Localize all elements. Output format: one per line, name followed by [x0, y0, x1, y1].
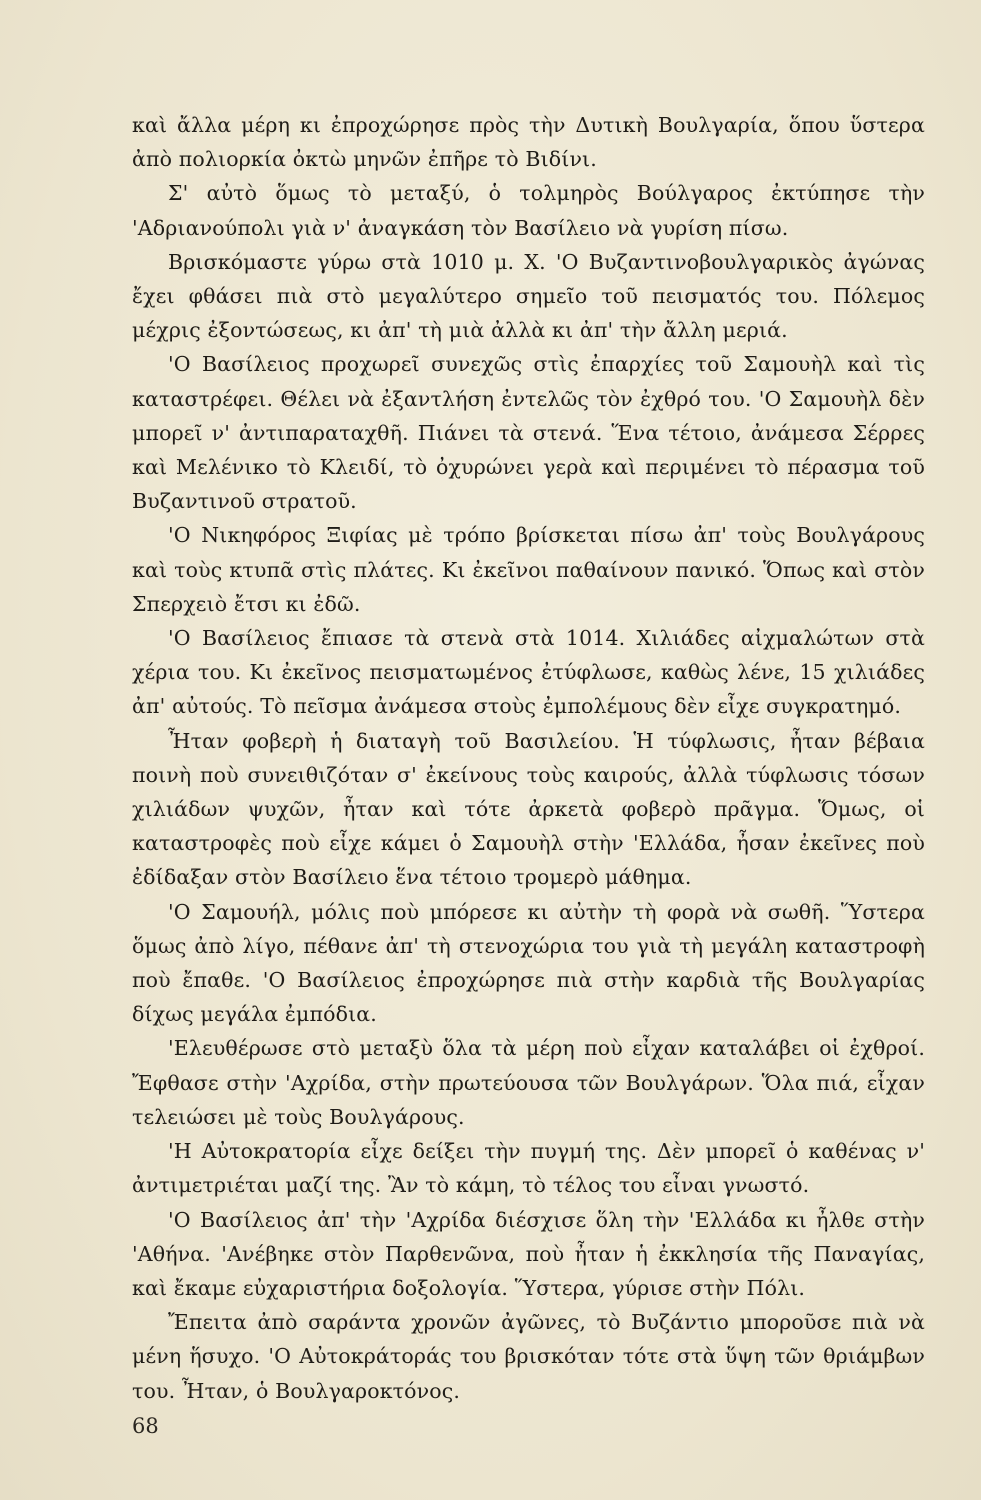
- paragraph-1: καὶ ἄλλα μέρη κι ἐπροχώρησε πρὸς τὴν Δυτικὴ Βουλγαρία, ὅπου ὕστερα ἀπὸ πολιορκία ὀκτὼ μηνῶν ἐπῆρε τὸ Βιδίνι.: [132, 113, 925, 172]
- page-number: 68: [132, 1414, 159, 1438]
- paragraph-2: Σ' αὐτὸ ὅμως τὸ μεταξύ, ὁ τολμηρὸς Βούλγαρος ἐκτύπησε τὴν 'Αδριανούπολι γιὰ ν' ἀναγκάση τὸν Βασίλειο νὰ γυρίση πίσω.: [132, 181, 925, 240]
- paragraph-8: 'Ο Σαμουήλ, μόλις ποὺ μπόρεσε κι αὐτὴν τὴ φορὰ νὰ σωθῆ. Ὕστερα ὅμως ἀπὸ λίγο, πέθανε ἀπ' τὴ στενοχώρια του γιὰ τὴ μεγάλη καταστροφὴ ποὺ ἔπαθε. 'Ο Βασίλειος ἐπροχώρησε πιὰ στὴν καρδιὰ τῆς Βουλγαρίας δίχως μεγάλα ἐμπόδια.: [132, 899, 925, 1027]
- paragraph-5: 'Ο Νικηφόρος Ξιφίας μὲ τρόπο βρίσκεται πίσω ἀπ' τοὺς Βουλγάρους καὶ τοὺς κτυπᾶ στὶς πλάτες. Κι ἐκεῖνοι παθαίνουν πανικό. Ὅπως καὶ στὸν Σπερχειὸ ἔτσι κι ἐδῶ.: [132, 523, 925, 616]
- paragraph-6: 'Ο Βασίλειος ἔπιασε τὰ στενὰ στὰ 1014. Χιλιάδες αἰχμαλώτων στὰ χέρια του. Κι ἐκεῖνος πεισματωμένος ἐτύφλωσε, καθὼς λένε, 15 χιλιάδες ἀπ' αὐτούς. Τὸ πεῖσμα ἀνάμεσα στοὺς ἐμπολέμους δὲν εἶχε συγκρατημό.: [132, 626, 925, 719]
- paragraph-9: 'Ελευθέρωσε στὸ μεταξὺ ὅλα τὰ μέρη ποὺ εἶχαν καταλάβει οἱ ἐχθροί. Ἔφθασε στὴν 'Αχρίδα, στὴν πρωτεύουσα τῶν Βουλγάρων. Ὅλα πιά, εἶχαν τελειώσει μὲ τοὺς Βουλγάρους.: [132, 1036, 925, 1129]
- paragraph-12: Ἔπειτα ἀπὸ σαράντα χρονῶν ἀγῶνες, τὸ Βυζάντιο μποροῦσε πιὰ νὰ μένη ἥσυχο. 'Ο Αὐτοκράτοράς του βρισκόταν τότε στὰ ὕψη τῶν θριάμβων του. Ἦταν, ὁ Βουλγαροκτόνος.: [132, 1310, 925, 1403]
- paragraph-7: Ἦταν φοβερὴ ἡ διαταγὴ τοῦ Βασιλείου. Ἡ τύφλωσις, ἦταν βέβαια ποινὴ ποὺ συνειθιζόταν σ' ἐκείνους τοὺς καιρούς, ἀλλὰ τύφλωσις τόσων χιλιάδων ψυχῶν, ἦταν καὶ τότε ἀρκετὰ φοβερὸ πρᾶγμα. Ὅμως, οἱ καταστροφὲς ποὺ εἶχε κάμει ὁ Σαμουὴλ στὴν 'Ελλάδα, ἦσαν ἐκεῖνες ποὺ ἐδίδαξαν στὸν Βασίλειο ἕνα τέτοιο τρομερὸ μάθημα.: [132, 728, 925, 890]
- body-text: [132, 108, 925, 1408]
- paragraph-3: Βρισκόμαστε γύρω στὰ 1010 μ. Χ. 'Ο Βυζαντινοβουλγαρικὸς ἀγώνας ἔχει φθάσει πιὰ στὸ μεγαλύτερο σημεῖο τοῦ πεισματός του. Πόλεμος μέχρις ἐξοντώσεως, κι ἀπ' τὴ μιὰ ἀλλὰ κι ἀπ' τὴν ἄλλη μεριά.: [132, 249, 925, 343]
- paragraph-10: 'Η Αὐτοκρατορία εἶχε δείξει τὴν πυγμή της. Δὲν μπορεῖ ὁ καθένας ν' ἀντιμετριέται μαζί της. Ἂν τὸ κάμη, τὸ τέλος του εἶναι γνωστό.: [132, 1139, 925, 1198]
- paragraph-11: 'Ο Βασίλειος ἀπ' τὴν 'Αχρίδα διέσχισε ὅλη τὴν 'Ελλάδα κι ἦλθε στὴν 'Αθήνα. 'Ανέβηκε στὸν Παρθενῶνα, ποὺ ἦταν ἡ ἐκκλησία τῆς Παναγίας, καὶ ἔκαμε εὐχαριστήρια δοξολογία. Ὕστερα, γύρισε στὴν Πόλι.: [132, 1207, 925, 1300]
- paragraph-4: 'Ο Βασίλειος προχωρεῖ συνεχῶς στὶς ἐπαρχίες τοῦ Σαμουὴλ καὶ τὶς καταστρέφει. Θέλει νὰ ἐξαντλήση ἐντελῶς τὸν ἐχθρό του. 'Ο Σαμουὴλ δὲν μπορεῖ ν' ἀντιπαραταχθῆ. Πιάνει τὰ στενά. Ἕνα τέτοιο, ἀνάμεσα Σέρρες καὶ Μελένικο τὸ Κλειδί, τὸ ὀχυρώνει γερὰ καὶ περιμένει τὸ πέρασμα τοῦ Βυζαντινοῦ στρατοῦ.: [132, 352, 925, 514]
